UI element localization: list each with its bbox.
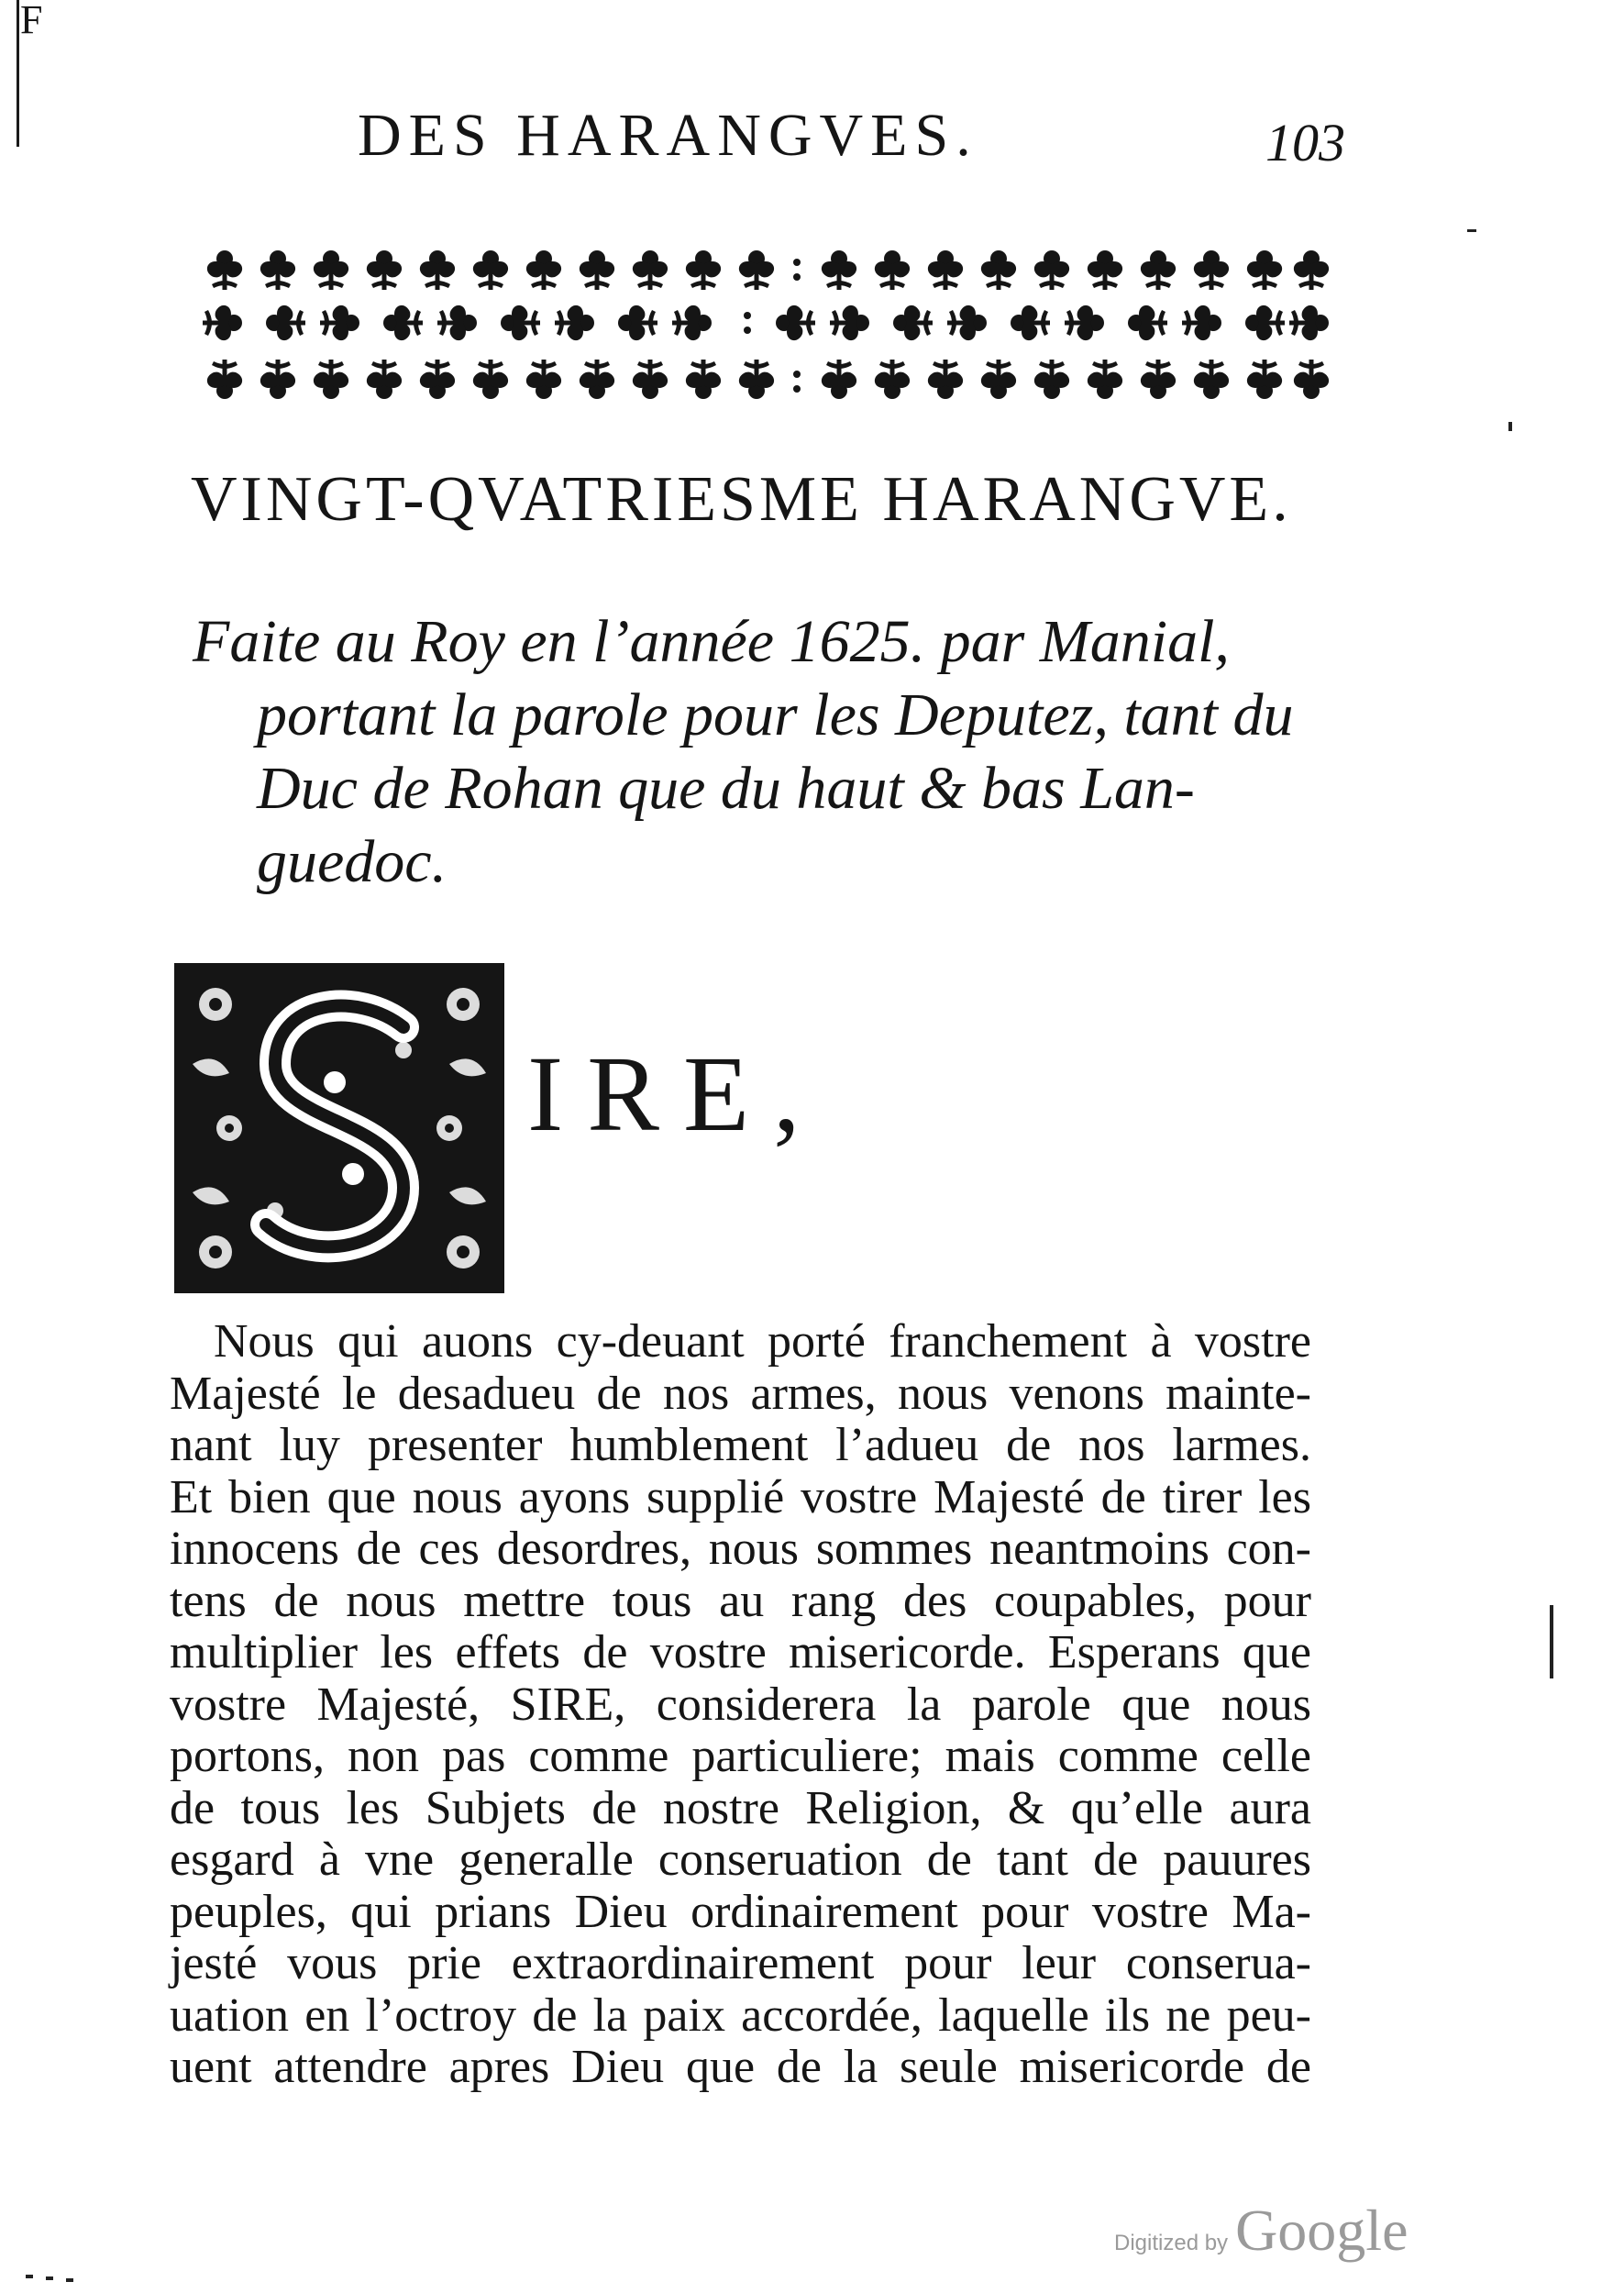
page-edge-letter: F bbox=[20, 0, 43, 42]
watermark-brand: Google bbox=[1235, 2198, 1409, 2263]
body-line: portons, non pas comme particuliere; mais comme celle bbox=[170, 1730, 1311, 1782]
google-watermark bbox=[1114, 2197, 1408, 2265]
ornament-row-3 bbox=[207, 360, 1329, 399]
page-edge-mark bbox=[17, 0, 19, 147]
ink-speck bbox=[26, 2275, 33, 2278]
body-text bbox=[170, 1316, 1311, 2094]
ink-speck bbox=[1550, 1605, 1553, 1678]
body-line: Et bien que nous ayons supplié vostre Majesté de tirer les bbox=[170, 1470, 1311, 1523]
body-line: multiplier les effets de vostre misericorde. Esperans que bbox=[170, 1626, 1311, 1678]
subtitle-line: Duc de Rohan que du haut & bas Lan- bbox=[257, 755, 1195, 822]
body-line: vostre Majesté, SIRE, considerera la parole que nous bbox=[170, 1678, 1311, 1731]
ink-speck bbox=[46, 2276, 53, 2280]
body-line: esgard à vne generalle conseruation de tant de pauures bbox=[170, 1833, 1311, 1886]
ink-speck bbox=[1508, 422, 1512, 431]
body-line: Majesté le desadueu de nos armes, nous venons mainte- bbox=[170, 1367, 1311, 1420]
body-line: uation en l’octroy de la paix accordée, laquelle ils ne peu- bbox=[170, 1988, 1311, 2042]
subtitle-line: guedoc. bbox=[257, 828, 447, 895]
ornament-row-1 bbox=[207, 250, 1329, 290]
body-line: de tous les Subjets de nostre Religion, & qu’elle aura bbox=[170, 1781, 1311, 1834]
body-line: jesté vous prie extraordinairement pour leur conserua- bbox=[170, 1937, 1311, 1989]
fleuron-ornament-band bbox=[197, 240, 1334, 415]
harangue-subtitle bbox=[193, 605, 1348, 899]
body-line: nant luy presenter humblement l’adueu de nos larmes. bbox=[170, 1419, 1311, 1471]
page-number: 103 bbox=[1265, 113, 1345, 172]
running-head: DES HARANGVES. bbox=[358, 102, 978, 169]
ink-speck bbox=[66, 2278, 73, 2282]
subtitle-line: Faite au Roy en l’année 1625. par Manial, bbox=[193, 608, 1230, 675]
salutation-rest: IRE, bbox=[527, 1034, 824, 1154]
subtitle-line: portant la parole pour les Deputez, tant du bbox=[257, 681, 1294, 748]
ink-speck bbox=[1467, 229, 1476, 232]
body-line: tens de nous mettre tous au rang des coupables, pour bbox=[170, 1574, 1311, 1627]
body-line: innocens de ces desordres, nous sommes neantmoins con- bbox=[170, 1523, 1311, 1575]
decorated-initial-s bbox=[174, 963, 504, 1293]
body-line: uent attendre apres Dieu que de la seule misericorde de bbox=[170, 2041, 1311, 2093]
harangue-title: VINGT-QVATRIESME HARANGVE. bbox=[191, 464, 1292, 535]
ornament-row-2 bbox=[203, 305, 1329, 340]
body-line: Nous qui auons cy-deuant porté franchement à vostre bbox=[214, 1315, 1311, 1368]
watermark-prefix: Digitized by bbox=[1114, 2231, 1229, 2255]
salutation-sire bbox=[527, 1032, 824, 1157]
body-line: peuples, qui prians Dieu ordinairement pour vostre Ma- bbox=[170, 1885, 1311, 1938]
